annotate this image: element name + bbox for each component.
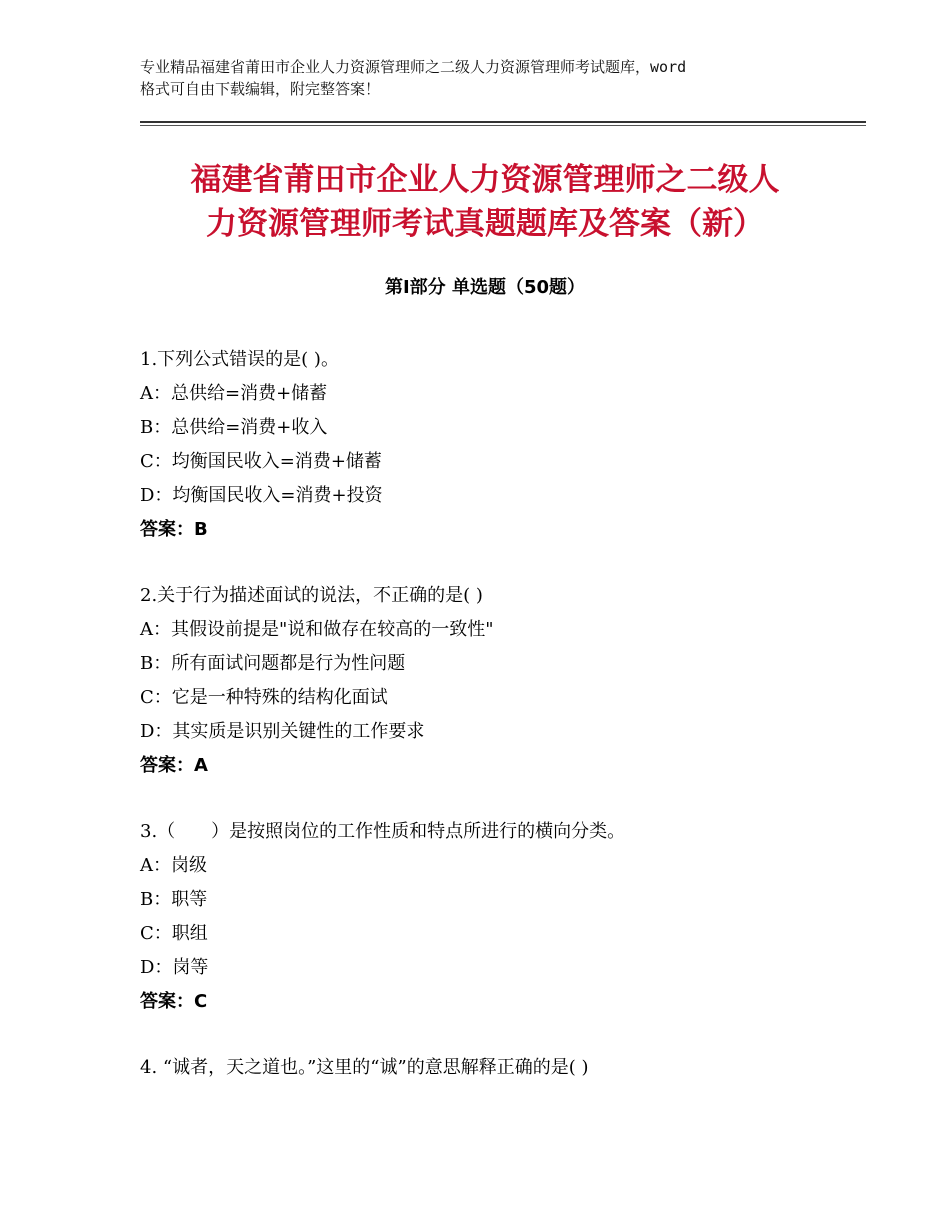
option-b: B：总供给=消费+收入 xyxy=(140,417,328,438)
header-note xyxy=(140,56,840,100)
title-line-1: 福建省莆田市企业人力资源管理师之二级人 xyxy=(190,162,780,198)
answer: 答案：C xyxy=(140,991,208,1012)
question-stem: 2.关于行为描述面试的说法，不正确的是( ) xyxy=(140,585,483,606)
question-4 xyxy=(140,1051,840,1085)
option-c: C：均衡国民收入=消费+储蓄 xyxy=(140,451,382,472)
option-d: D：其实质是识别关键性的工作要求 xyxy=(140,721,425,742)
question-1 xyxy=(140,343,840,547)
answer: 答案：B xyxy=(140,519,208,540)
option-d: D：均衡国民收入=消费+投资 xyxy=(140,485,383,506)
option-b: B：所有面试问题都是行为性问题 xyxy=(140,653,406,674)
header-divider-thin xyxy=(140,125,866,126)
option-a: A：岗级 xyxy=(140,855,207,876)
option-d: D：岗等 xyxy=(140,957,209,978)
header-note-line-2: 格式可自由下载编辑，附完整答案！ xyxy=(140,80,381,98)
question-stem: 3.（ ）是按照岗位的工作性质和特点所进行的横向分类。 xyxy=(140,821,626,842)
header-divider xyxy=(140,121,866,123)
option-a: A：总供给=消费+储蓄 xyxy=(140,383,328,404)
option-c: C：它是一种特殊的结构化面试 xyxy=(140,687,388,708)
question-2 xyxy=(140,579,840,783)
question-stem: 1.下列公式错误的是( )。 xyxy=(140,349,339,370)
header-note-line-1: 专业精品福建省莆田市企业人力资源管理师之二级人力资源管理师考试题库，word xyxy=(140,58,687,76)
option-c: C：职组 xyxy=(140,923,208,944)
answer: 答案：A xyxy=(140,755,208,776)
option-a: A：其假设前提是"说和做存在较高的一致性" xyxy=(140,619,494,640)
document-title xyxy=(140,158,830,246)
option-b: B：职等 xyxy=(140,889,208,910)
question-3 xyxy=(140,815,840,1019)
section-heading: 第Ⅰ部分 单选题（50题） xyxy=(384,277,585,298)
title-line-2: 力资源管理师考试真题题库及答案（新） xyxy=(206,206,764,242)
question-list xyxy=(140,343,840,1117)
question-stem: 4. “诚者，天之道也。”这里的“诚”的意思解释正确的是( ) xyxy=(140,1057,589,1078)
